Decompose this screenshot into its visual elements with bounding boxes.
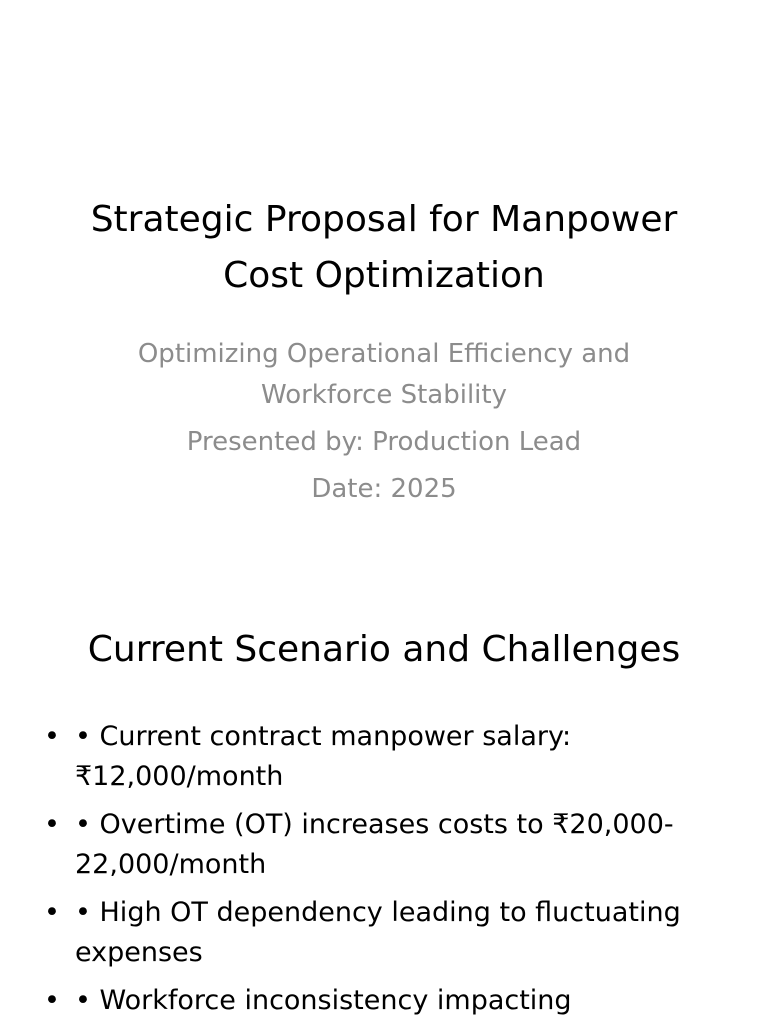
bullet-marker: •	[44, 897, 60, 928]
bullet-item-overtime	[0, 805, 768, 885]
bullet-text-line: ₹12,000/month	[75, 761, 284, 792]
bullet-marker: •	[44, 809, 60, 840]
bullet-text-line: • Current contract manpower salary:	[75, 721, 572, 752]
bullet-marker: •	[44, 721, 60, 752]
bullet-item-salary	[0, 717, 768, 797]
slide-title-line-2: Cost Optimization	[223, 255, 545, 296]
challenges-bullet-list	[0, 717, 768, 1029]
bullet-text-line: • Workforce inconsistency impacting	[75, 985, 572, 1016]
section-heading: Current Scenario and Challenges	[87, 629, 681, 670]
date-line: Date: 2025	[311, 474, 457, 504]
bullet-marker: •	[44, 985, 60, 1016]
subtitle-line-1: Optimizing Operational Efficiency and	[137, 339, 631, 369]
subtitle-line-2: Workforce Stability	[261, 380, 507, 410]
slide-title-line-1: Strategic Proposal for Manpower	[90, 199, 678, 240]
bullet-text-line: expenses	[75, 937, 203, 968]
bullet-text-line: 22,000/month	[75, 849, 267, 880]
slide-title	[40, 192, 728, 304]
bullet-text-line: • Overtime (OT) increases costs to ₹20,000-	[75, 809, 674, 840]
bullet-item-ot-dependency	[0, 893, 768, 973]
bullet-text-line: • High OT dependency leading to fluctuating	[75, 897, 681, 928]
presenter-line: Presented by: Production Lead	[186, 427, 582, 457]
bullet-item-workforce	[0, 981, 768, 1021]
subtitle-block	[40, 334, 728, 510]
